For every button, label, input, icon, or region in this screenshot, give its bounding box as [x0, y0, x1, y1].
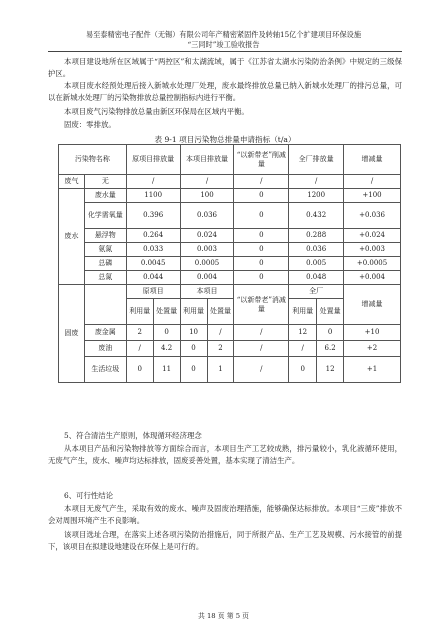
cell-value: 1 [207, 357, 234, 383]
cell-offset: 0 [234, 243, 289, 257]
section5-title: 5、符合清洁生产原则，体现循环经济理念 [64, 431, 202, 440]
cell-this-project: 0.003 [180, 243, 234, 257]
cell-plant-total: 0.036 [289, 243, 344, 257]
cell-offset: 0 [234, 229, 289, 243]
cell-change: +0.024 [344, 229, 401, 243]
cell-original: 0.396 [126, 203, 180, 229]
cell-value: / [207, 325, 234, 341]
table-row [59, 325, 401, 341]
header-this-project: 本项目排放量 [180, 145, 234, 175]
cell-change: +0.004 [344, 271, 401, 285]
subheader-use: 利用量 [289, 299, 317, 325]
header-pollutant-name: 污染物名称 [59, 145, 127, 175]
subheader-use: 利用量 [126, 299, 153, 325]
cell-name: 生活垃圾 [84, 357, 126, 383]
table-row [59, 229, 401, 243]
table-row [59, 189, 401, 203]
cell-value: 0 [180, 357, 207, 383]
cell-original: 0.044 [126, 271, 180, 285]
cell-value: +2 [344, 341, 401, 357]
cell-name: 总氮 [84, 271, 126, 285]
subheader-dispose: 处置量 [317, 299, 344, 325]
cell-value: 0 [153, 325, 180, 341]
category-solid: 固废 [59, 285, 85, 383]
intro-paragraph-4: 固废：零排放。 [64, 120, 116, 129]
cell-name: 废金属 [84, 325, 126, 341]
cell-offset: 0 [234, 203, 289, 229]
cell-original: 0.264 [126, 229, 180, 243]
cell-original: / [126, 175, 180, 189]
cell-original: 1100 [126, 189, 180, 203]
page-footer: 共 18 页 第 5 页 [198, 612, 249, 620]
cell-name: 氨氮 [84, 243, 126, 257]
cell-offset: / [234, 175, 289, 189]
table-row [59, 341, 401, 357]
table-caption: 表 9-1 项目污染物总排量申请指标（t/a） [154, 135, 296, 144]
header-original: 原项目排放量 [126, 145, 180, 175]
header-divider [48, 51, 402, 52]
cell-value: 0 [180, 341, 207, 357]
cell-change: +0.0005 [344, 257, 401, 271]
cell-this-project: 0.004 [180, 271, 234, 285]
cell-value: +1 [344, 357, 401, 383]
category-gas: 废气 [59, 175, 85, 189]
cell-change: +100 [344, 189, 401, 203]
subheader-dispose: 处置量 [153, 299, 180, 325]
subheader-dispose: 处置量 [207, 299, 234, 325]
cell-value: 12 [289, 325, 317, 341]
table-row [59, 243, 401, 257]
header-change: 增减量 [344, 145, 401, 175]
intro-paragraph-3: 本项目废气污染物排放总量由新区环保局在区域内平衡。 [64, 107, 249, 116]
cell-this-project: / [180, 175, 234, 189]
cell-value: 0 [317, 325, 344, 341]
cell-this-project: 0.036 [180, 203, 234, 229]
solid-header-original: 原项目 [126, 285, 180, 299]
solid-header-blank [84, 285, 126, 325]
cell-value: / [234, 357, 289, 383]
cell-change: / [344, 175, 401, 189]
report-header-line1: 易至泰精密电子配件（无锡）有限公司年产精密紧固件及转轴15亿个扩建项目环保设施 [85, 30, 362, 39]
cell-plant-total: 0.432 [289, 203, 344, 229]
category-water: 废水 [59, 189, 85, 285]
solid-header-change: 增减量 [344, 285, 401, 325]
intro-paragraph-2: 本项目废水经预处理后接入新城水处理厂处理，废水最终排放总量已纳入新城水处理厂的排污总量，可以在新城水处理厂的污染物排放总量控制指标内进行平衡。 [48, 81, 402, 102]
cell-plant-total: 1200 [289, 189, 344, 203]
solid-header-offset: “以新带老”消减量 [234, 285, 289, 325]
intro-paragraph-1: 本项目建设地所在区域属于“两控区”和太湖流域，属于《江苏省太湖水污染防治条例》中规定的三级保护区。 [48, 57, 402, 78]
cell-change: +0.003 [344, 243, 401, 257]
table-row [59, 271, 401, 285]
cell-value: 0 [289, 357, 317, 383]
cell-value: / [234, 341, 289, 357]
cell-this-project: 0.024 [180, 229, 234, 243]
cell-value: / [126, 341, 153, 357]
cell-value: 11 [153, 357, 180, 383]
section6-paragraph-2: 该项目选址合理，在落实上述各项污染防治措施后，同于所报产品、生产工艺及规模、污水接管的前提下，该项目在拟建设地建设在环保上是可行的。 [48, 530, 402, 551]
table-row [59, 257, 401, 271]
cell-value: / [234, 325, 289, 341]
cell-offset: 0 [234, 257, 289, 271]
table-row [59, 357, 401, 383]
cell-name: 废水量 [84, 189, 126, 203]
solid-header-row [59, 285, 401, 299]
table-row [59, 175, 401, 189]
table-row [59, 203, 401, 229]
cell-value: 6.2 [317, 341, 344, 357]
section5-body: 从本项目产品和污染物排放等方面综合而言，本项目生产工艺较成熟，排污量较小，乳化液循环使用，无废气产生，废水、噪声均达标排放，固废妥善处置，基本实现了清洁生产。 [48, 444, 402, 465]
cell-value: 12 [317, 357, 344, 383]
cell-name: 无 [84, 175, 126, 189]
cell-name: 废油 [84, 341, 126, 357]
header-offset: “以新带老”削减量 [234, 145, 289, 175]
cell-value: 0 [126, 357, 153, 383]
cell-plant-total: 0.288 [289, 229, 344, 243]
cell-name: 化学需氧量 [84, 203, 126, 229]
cell-plant-total: / [289, 175, 344, 189]
pollutant-table [58, 144, 401, 383]
report-header-line2: “三同时”竣工验收报告 [187, 40, 260, 49]
subheader-use: 利用量 [180, 299, 207, 325]
cell-plant-total: 0.048 [289, 271, 344, 285]
solid-header-plant-total: 全厂 [289, 285, 344, 299]
header-plant-total: 全厂排放量 [289, 145, 344, 175]
cell-offset: 0 [234, 271, 289, 285]
section6-paragraph-1: 本项目无废气产生，采取有效的废水、噪声及固废治理措施，能够确保达标排放。本项目“三废”排放不会对周围环境产生不良影响。 [48, 504, 402, 525]
cell-offset: 0 [234, 189, 289, 203]
cell-plant-total: 0.005 [289, 257, 344, 271]
solid-header-this-project: 本项目 [180, 285, 234, 299]
table-header-row [59, 145, 401, 175]
cell-original: 0.033 [126, 243, 180, 257]
cell-value: +10 [344, 325, 401, 341]
cell-value: 4.2 [153, 341, 180, 357]
cell-name: 总磷 [84, 257, 126, 271]
cell-this-project: 100 [180, 189, 234, 203]
cell-name: 悬浮物 [84, 229, 126, 243]
cell-value: / [289, 341, 317, 357]
cell-change: +0.036 [344, 203, 401, 229]
cell-value: 2 [207, 341, 234, 357]
cell-value: 10 [180, 325, 207, 341]
cell-this-project: 0.0005 [180, 257, 234, 271]
cell-original: 0.0045 [126, 257, 180, 271]
cell-value: 2 [126, 325, 153, 341]
section6-title: 6、可行性结论 [64, 491, 114, 500]
